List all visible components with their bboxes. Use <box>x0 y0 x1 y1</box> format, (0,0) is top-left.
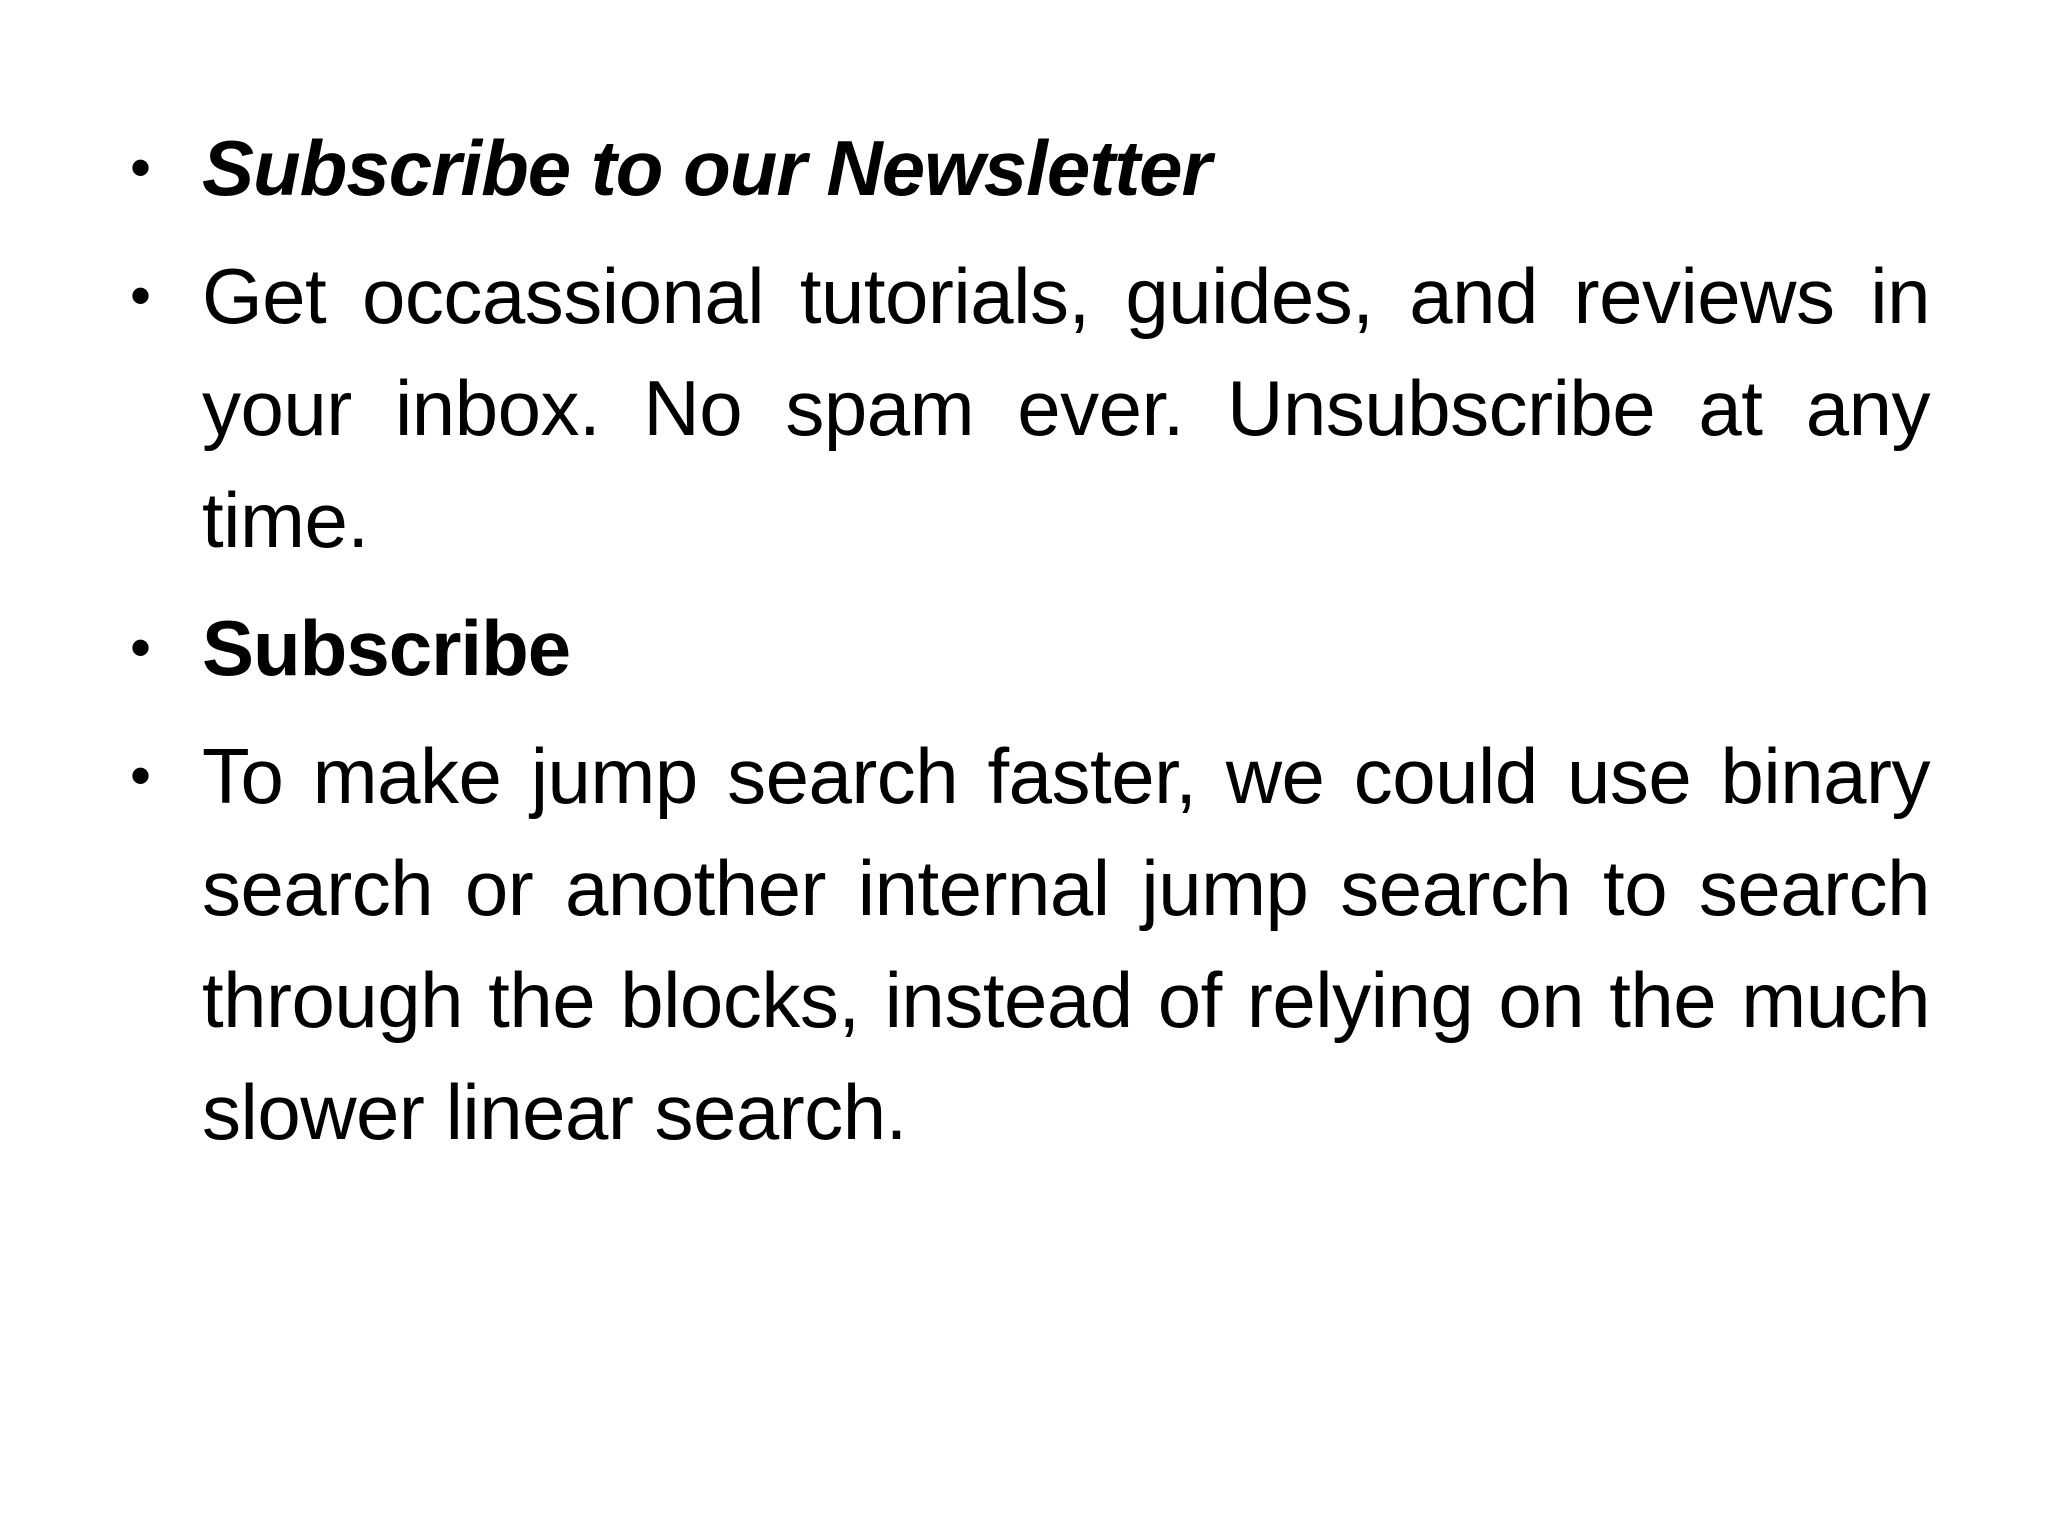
bullet-dot-icon: • <box>130 742 152 809</box>
subscribe-label: Subscribe <box>202 604 571 692</box>
newsletter-description: Get occassional tutorials, guides, and reviews in your inbox. No spam ever. Unsubscribe at any time. <box>202 252 1930 564</box>
bullet-item-subscribe <box>122 592 1930 704</box>
bullet-list <box>122 112 1930 1184</box>
bullet-item-newsletter-description <box>122 240 1930 576</box>
bullet-dot-icon: • <box>130 614 152 681</box>
bullet-item-jump-search <box>122 720 1930 1168</box>
bullet-dot-icon: • <box>130 134 152 201</box>
newsletter-heading: Subscribe to our Newsletter <box>202 124 1211 212</box>
jump-search-paragraph: To make jump search faster, we could use binary search or another internal jump search to search through the blocks, instead of relying on the much slower linear search. <box>202 732 1930 1156</box>
bullet-dot-icon: • <box>130 262 152 329</box>
bullet-item-newsletter-heading <box>122 112 1930 224</box>
